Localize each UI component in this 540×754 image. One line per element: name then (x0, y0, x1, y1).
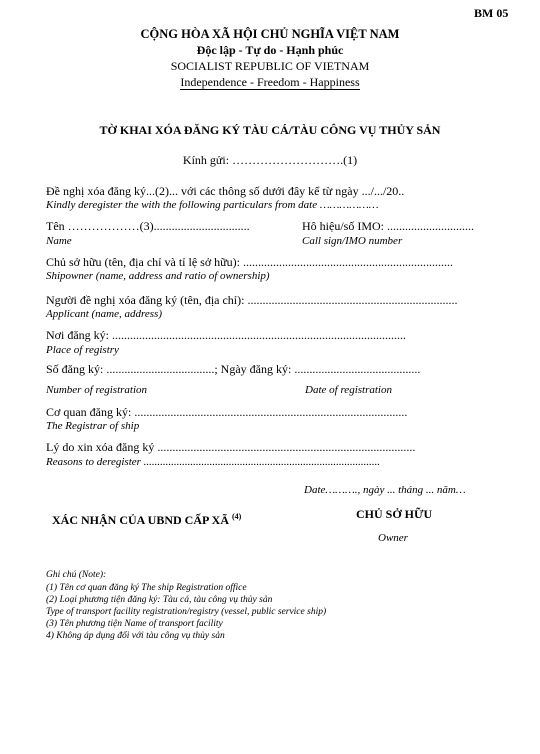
owner-signature-title: CHỦ SỞ HỮU (356, 507, 433, 521)
reason-field-vi: Lý do xin xóa đăng ký ...................................................................................... (46, 440, 416, 454)
form-code: BM 05 (474, 6, 509, 20)
callsign-field-en: Call sign/IMO number (302, 235, 403, 247)
national-name-vi: CỘNG HÒA XÃ HỘI CHỦ NGHĨA VIỆT NAM (140, 27, 400, 41)
reason-field-en: Reasons to deregister ...................................................................................... (46, 456, 381, 468)
applicant-field-en: Applicant (name, address) (46, 308, 162, 320)
registrar-field-vi: Cơ quan đăng ký: ........................................................................................... (46, 405, 408, 419)
registrar-field-en: The Registrar of ship (46, 420, 140, 432)
commune-confirmation (52, 512, 241, 528)
note-item: (3) Tên phương tiện Name of transport facility (46, 619, 223, 629)
national-name-en: SOCIALIST REPUBLIC OF VIETNAM (170, 59, 370, 73)
regno-field-vi: Số đăng ký: ....................................; Ngày đăng ký: .......................................... (46, 362, 421, 376)
notes-heading: Ghi chú (Note): (46, 570, 107, 580)
note-item: (2) Loại phương tiện đăng ký: Tàu cá, tàu công vụ thủy sản (46, 595, 273, 605)
request-line-en: Kindly deregister the with the following particulars from date ……………… (46, 199, 379, 211)
owner-field-en: Shipowner (name, address and ratio of ownership) (46, 270, 270, 282)
motto-en-text: Independence - Freedom - Happiness (180, 75, 360, 89)
owner-field-vi: Chủ sở hữu (tên, địa chỉ và tỉ lệ sở hữu): ...................................................................... (46, 255, 454, 269)
note-item: (1) Tên cơ quan đăng ký The ship Registration office (46, 583, 247, 593)
request-line-vi: Đề nghị xóa đăng ký...(2)... với các thông số dưới đây kể từ ngày .../.../20.. (46, 184, 405, 198)
applicant-field-vi: Người đề nghị xóa đăng ký (tên, địa chỉ): ...................................................................... (46, 293, 458, 307)
commune-confirmation-label: XÁC NHẬN CỦA UBND CẤP XÃ (52, 513, 229, 527)
place-field-en: Place of registry (46, 344, 119, 356)
owner-signature-subtitle: Owner (378, 532, 408, 544)
name-field-en: Name (46, 235, 72, 247)
regdate-field-en: Date of registration (305, 384, 392, 396)
motto-vi: Độc lập - Tự do - Hạnh phúc (196, 43, 344, 57)
note-item: Type of transport facility registration/registry (vessel, public service ship) (46, 607, 327, 617)
addressee-line: Kính gửi: ……………………….(1) (182, 153, 358, 167)
form-title: TỜ KHAI XÓA ĐĂNG KÝ TÀU CÁ/TÀU CÔNG VỤ THỦY SẢN (99, 123, 441, 137)
name-field-vi: Tên ………………(3)................................ (46, 219, 250, 233)
commune-confirmation-note: (4) (232, 512, 242, 521)
place-field-vi: Nơi đăng ký: .................................................................................................. (46, 328, 407, 342)
regno-field-en: Number of registration (46, 384, 148, 396)
motto-en (0, 75, 540, 90)
date-line: Date………., ngày ... tháng ... năm… (304, 484, 466, 496)
callsign-field-vi: Hô hiệu/số IMO: ............................. (302, 219, 474, 233)
note-item: 4) Không áp dụng đối với tàu công vụ thủy sản (46, 631, 225, 641)
